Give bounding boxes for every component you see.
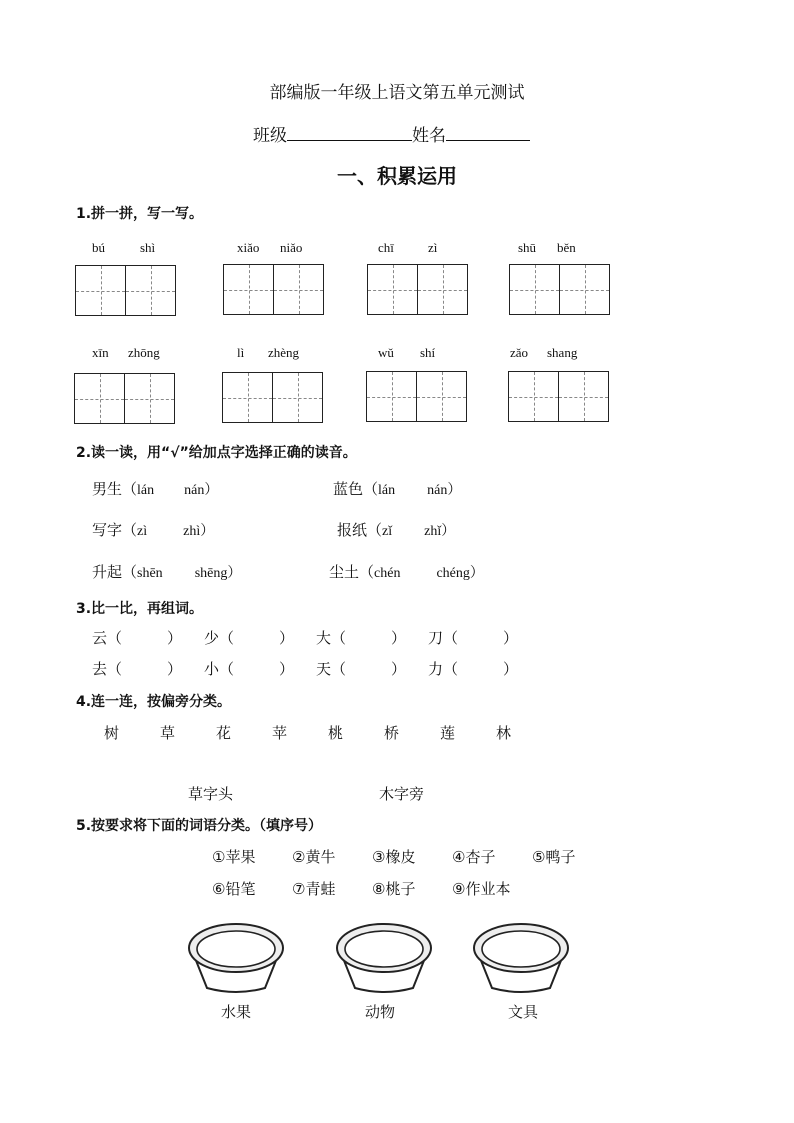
pinyin-option[interactable]: shēng） <box>194 566 242 581</box>
pinyin: zì <box>428 240 438 255</box>
writing-grid[interactable] <box>222 372 323 423</box>
writing-grid[interactable] <box>366 371 467 422</box>
question-3-title: 3.比一比，再组词。 <box>76 601 204 617</box>
pinyin: shang <box>547 345 578 360</box>
char-item[interactable]: 桃 <box>328 724 344 742</box>
class-name-line <box>253 121 530 146</box>
compare-item[interactable]: 大（ ） <box>316 629 407 647</box>
compare-item[interactable]: 少（ ） <box>204 629 295 647</box>
compare-item[interactable]: 去（ ） <box>92 660 183 678</box>
char-item[interactable]: 苹 <box>272 724 288 742</box>
basket-icon[interactable] <box>470 918 572 996</box>
class-blank[interactable] <box>287 122 412 141</box>
writing-grid[interactable] <box>74 373 175 424</box>
basket-label: 动物 <box>364 1003 395 1021</box>
class-label: 班级 <box>253 126 287 146</box>
question-1-title: 1.拼一拼，写一写。 <box>76 206 204 222</box>
pinyin: shū <box>518 240 537 255</box>
word-item: ⑤鸭子 <box>532 848 576 866</box>
writing-grid[interactable] <box>508 371 609 422</box>
writing-grid[interactable] <box>223 264 324 315</box>
basket-icon[interactable] <box>333 918 435 996</box>
pinyin: zhèng <box>268 345 300 360</box>
word-item: ②黄牛 <box>292 848 336 866</box>
pinyin: shí <box>420 345 436 360</box>
pinyin: zǎo <box>510 345 529 360</box>
char-item[interactable]: 树 <box>104 724 120 742</box>
writing-grid[interactable] <box>75 265 176 316</box>
basket-label: 水果 <box>220 1003 251 1021</box>
char-item[interactable]: 莲 <box>440 724 456 742</box>
category-label[interactable]: 草字头 <box>188 785 234 803</box>
word-item: ⑦青蛙 <box>292 880 336 898</box>
char-item[interactable]: 桥 <box>384 724 400 742</box>
pinyin-option[interactable]: zì <box>137 524 148 539</box>
pinyin-option[interactable]: lán <box>137 483 155 498</box>
name-blank[interactable] <box>446 122 530 141</box>
reading-item: 写字（zì zhì） <box>92 521 215 539</box>
char-item[interactable]: 林 <box>496 724 512 742</box>
basket-label: 文具 <box>507 1003 538 1021</box>
pinyin: lì <box>237 345 245 360</box>
compare-item[interactable]: 天（ ） <box>316 660 407 678</box>
reading-item: 升起（shēn shēng） <box>92 563 242 581</box>
pinyin: xīn <box>92 345 109 360</box>
word-item: ⑨作业本 <box>452 880 511 898</box>
compare-item[interactable]: 力（ ） <box>428 660 519 678</box>
name-label: 姓名 <box>412 126 446 146</box>
pinyin-option[interactable]: lán <box>378 483 396 498</box>
pinyin-option[interactable]: zhǐ） <box>424 524 456 539</box>
section-title: 一、积累运用 <box>337 164 457 188</box>
pinyin-option[interactable]: shēn <box>137 566 163 581</box>
reading-item: 报纸（zǐ zhǐ） <box>337 521 456 539</box>
pinyin: shì <box>140 240 156 255</box>
reading-item: 蓝色（lán nán） <box>333 480 462 498</box>
question-5-title: 5.按要求将下面的词语分类。（填序号） <box>76 818 323 834</box>
pinyin-option[interactable]: nán） <box>427 483 462 498</box>
question-4-title: 4.连一连，按偏旁分类。 <box>76 694 232 710</box>
category-label[interactable]: 木字旁 <box>379 785 425 803</box>
pinyin: wǔ <box>378 345 394 360</box>
compare-item[interactable]: 云（ ） <box>92 629 183 647</box>
writing-grid[interactable] <box>509 264 610 315</box>
question-2-title: 2.读一读，用“√”给加点字选择正确的读音。 <box>76 445 357 461</box>
word-item: ④杏子 <box>452 848 496 866</box>
reading-item: 男生（lán nán） <box>92 480 219 498</box>
compare-item[interactable]: 小（ ） <box>204 660 295 678</box>
pinyin: xiǎo <box>237 240 260 255</box>
word-item: ⑥铅笔 <box>212 880 256 898</box>
word-item: ③橡皮 <box>372 848 416 866</box>
char-item[interactable]: 花 <box>216 724 232 742</box>
basket-icon[interactable] <box>185 918 287 996</box>
pinyin: běn <box>557 240 576 255</box>
pinyin-option[interactable]: chén <box>374 566 401 581</box>
pinyin-option[interactable]: zhì） <box>183 524 215 539</box>
page-title: 部编版一年级上语文第五单元测试 <box>269 83 525 103</box>
writing-grid[interactable] <box>367 264 468 315</box>
pinyin: bú <box>92 240 105 255</box>
word-item: ⑧桃子 <box>372 880 416 898</box>
pinyin: niǎo <box>280 240 303 255</box>
pinyin: zhōng <box>128 345 160 360</box>
pinyin-option[interactable]: zǐ <box>382 524 393 539</box>
word-item: ①苹果 <box>212 848 256 866</box>
pinyin-option[interactable]: chéng） <box>436 566 484 581</box>
compare-item[interactable]: 刀（ ） <box>428 629 519 647</box>
char-item[interactable]: 草 <box>160 724 176 742</box>
reading-item: 尘土（chén chéng） <box>329 563 484 581</box>
pinyin-option[interactable]: nán） <box>184 483 219 498</box>
pinyin: chī <box>378 240 394 255</box>
